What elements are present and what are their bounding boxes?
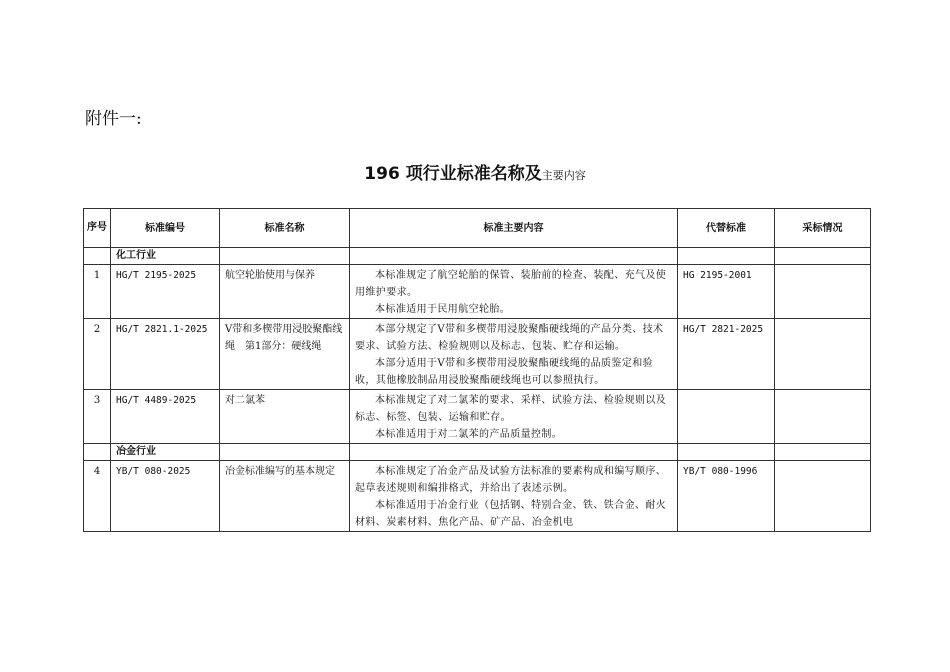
content-paragraph: 本部分规定了V带和多楔带用浸胶聚酯硬线绳的产品分类、技术要求、试验方法、检验规则以及标志、包装、贮存和运输。 [355, 324, 664, 352]
header-seq: 序号 [84, 209, 111, 248]
standard-content [350, 390, 678, 444]
standard-code: HG/T 2195-2025 [111, 265, 220, 319]
table-row [84, 265, 871, 319]
standard-name: 对二氯苯 [220, 390, 350, 444]
table-row [84, 390, 871, 444]
header-status: 采标情况 [775, 209, 871, 248]
row-number: 3 [84, 390, 111, 444]
content-paragraph: 本标准规定了冶金产品及试验方法标准的要素构成和编写顺序、起草表述规则和编排格式，并给出了表述示例。 [355, 466, 667, 494]
category-chem: 化工行业 [111, 248, 220, 265]
title-sub: 主要内容 [541, 169, 586, 182]
standard-name: V带和多楔带用浸胶聚酯线绳 第1部分：硬线绳 [220, 319, 350, 390]
table-header-row [84, 209, 871, 248]
content-paragraph: 本标准适用于民用航空轮胎。 [375, 304, 511, 315]
row-number: 1 [84, 265, 111, 319]
adoption-status [775, 390, 871, 444]
category-metal: 冶金行业 [111, 444, 220, 461]
standard-name: 航空轮胎使用与保养 [220, 265, 350, 319]
content-paragraph: 本标准规定了航空轮胎的保管、装胎前的检查、装配、充气及使用维护要求。 [355, 270, 667, 298]
header-name: 标准名称 [220, 209, 350, 248]
row-number: 4 [84, 461, 111, 532]
content-paragraph: 本部分适用于V带和多楔带用浸胶聚酯硬线绳的品质鉴定和验收，其他橡胶制品用浸胶聚酯硬线绳也可以参照执行。 [355, 358, 654, 386]
standard-code: HG/T 4489-2025 [111, 390, 220, 444]
content-paragraph: 本标准规定了对二氯苯的要求、采样、试验方法、检验规则以及标志、标签、包装、运输和贮存。 [355, 395, 667, 423]
standard-content [350, 461, 678, 532]
standard-content [350, 319, 678, 390]
content-paragraph: 本标准适用于冶金行业（包括钢、特别合金、铁、铁合金、耐火材料、炭素材料、焦化产品、矿产品、冶金机电 [355, 500, 667, 528]
header-replaces: 代替标准 [678, 209, 775, 248]
replaced-standard [678, 390, 775, 444]
table-row [84, 461, 871, 532]
standard-name: 冶金标准编写的基本规定 [220, 461, 350, 532]
standards-table [83, 208, 871, 532]
category-row-metal [84, 444, 871, 461]
page-title [0, 159, 950, 184]
title-main: 196 项行业标准名称及 [364, 164, 542, 184]
adoption-status [775, 319, 871, 390]
attachment-label: 附件一: [85, 109, 142, 129]
standard-code: YB/T 080-2025 [111, 461, 220, 532]
replaced-standard: HG/T 2821-2025 [678, 319, 775, 390]
content-paragraph: 本标准适用于对二氯苯的产品质量控制。 [375, 429, 563, 440]
table-row [84, 319, 871, 390]
category-row-chem [84, 248, 871, 265]
adoption-status [775, 461, 871, 532]
row-number: 2 [84, 319, 111, 390]
replaced-standard: HG 2195-2001 [678, 265, 775, 319]
header-code: 标准编号 [111, 209, 220, 248]
standard-content [350, 265, 678, 319]
standard-code: HG/T 2821.1-2025 [111, 319, 220, 390]
adoption-status [775, 265, 871, 319]
replaced-standard: YB/T 080-1996 [678, 461, 775, 532]
header-content: 标准主要内容 [350, 209, 678, 248]
